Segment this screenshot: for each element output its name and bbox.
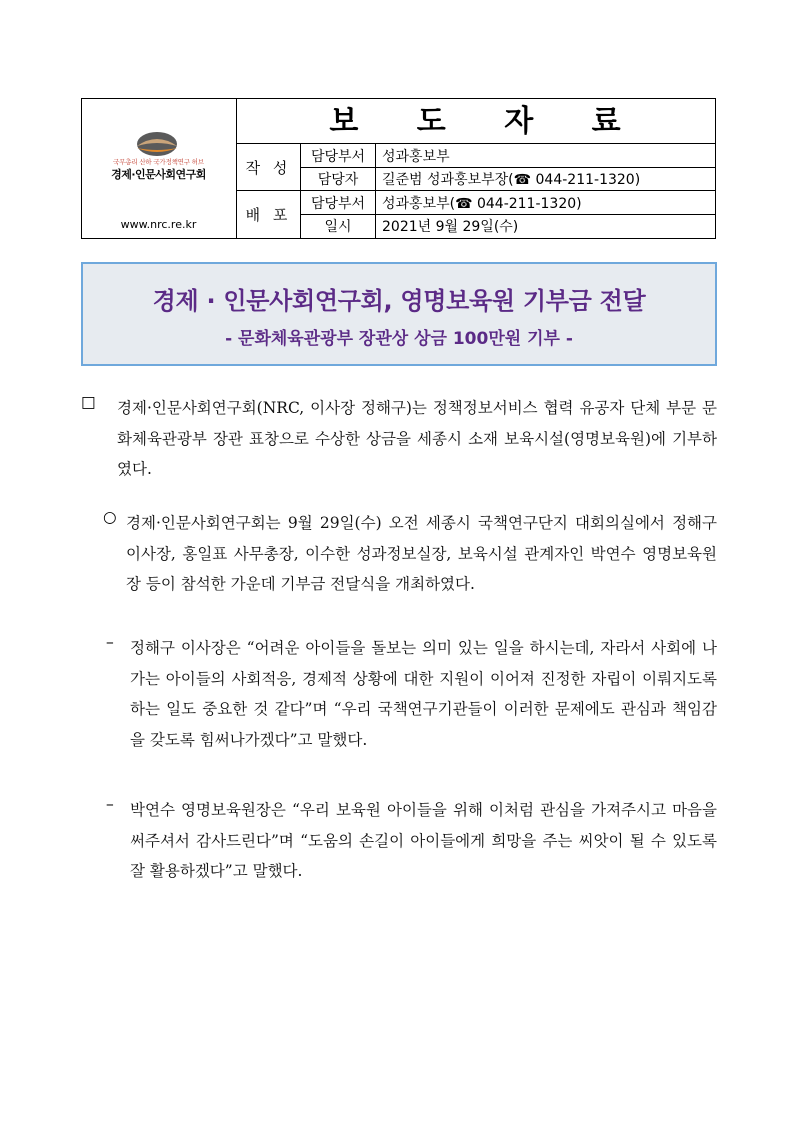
dash-bullet-icon: – (106, 795, 114, 813)
paragraph-event: 경제·인문사회연구회는 9월 29일(수) 오전 세종시 국책연구단지 대회의실에서 정해구 이사장, 홍일표 사무총장, 이수한 성과정보실장, 보육시설 관계자인 박연수 영명보육원장 등이 참석한 가운데 기부금 전달식을 개최하였다. (126, 514, 717, 593)
headline-box (81, 262, 717, 366)
headline-subtitle: - 문화체육관광부 장관상 상금 100만원 기부 - (225, 329, 573, 349)
row-label: 담당부서 (301, 144, 376, 167)
row-value: 길준범 성과홍보부장(☎ 044-211-1320) (382, 171, 641, 188)
row-label: 담당부서 (301, 191, 376, 214)
row-label: 담당자 (301, 167, 376, 190)
paragraph-main: 경제·인문사회연구회(NRC, 이사장 정해구)는 정책정보서비스 협력 유공자 단체 부문 문화체육관광부 장관 표창으로 수상한 상금을 세종시 소재 보육시설(영명보육원)에 기부하였다. (117, 399, 717, 478)
document-title: 보 도 자 료 (237, 99, 715, 144)
section-label-distribution: 배 포 (237, 191, 301, 238)
row-value: 성과홍보부 (382, 148, 450, 165)
circle-bullet-icon: ○ (103, 508, 117, 526)
website-url: www.nrc.re.kr (120, 218, 197, 231)
logo-tagline: 국무총리 산하 국가정책연구 허브 (113, 158, 204, 166)
logo-block (82, 99, 237, 238)
press-release-header (81, 98, 716, 239)
row-value: 2021년 9월 29일(수) (382, 219, 519, 235)
paragraph-chairman-quote: 정해구 이사장은 “어려운 아이들을 돌보는 의미 있는 일을 하시는데, 자라서 사회에 나가는 아이들의 사회적응, 경제적 상황에 대한 지원이 이어져 진정한 자립이 이뤄지도록 하는 일도 중요한 것 같다”며 “우리 국책연구기관들이 이러한 문제에도 관심과 책임감을 갖도록 힘써나가겠다”고 말했다. (130, 639, 717, 749)
logo-org-name: 경제·인문사회연구회 (111, 168, 206, 181)
headline-title: 경제 · 인문사회연구회, 영명보육원 기부금 전달 (152, 287, 646, 315)
dash-bullet-icon: – (106, 633, 114, 651)
row-value: 성과홍보부(☎ 044-211-1320) (382, 195, 582, 212)
section-label-written: 작 성 (237, 144, 301, 191)
square-bullet-icon: □ (81, 393, 96, 411)
row-label: 일시 (301, 214, 376, 238)
nrc-logo-icon (131, 126, 183, 156)
paragraph-director-quote: 박연수 영명보육원장은 “우리 보육원 아이들을 위해 이처럼 관심을 가져주시고 마음을 써주셔서 감사드린다”며 “도움의 손길이 아이들에게 희망을 주는 씨앗이 될 수 있도록 잘 활용하겠다”고 말했다. (130, 801, 717, 880)
